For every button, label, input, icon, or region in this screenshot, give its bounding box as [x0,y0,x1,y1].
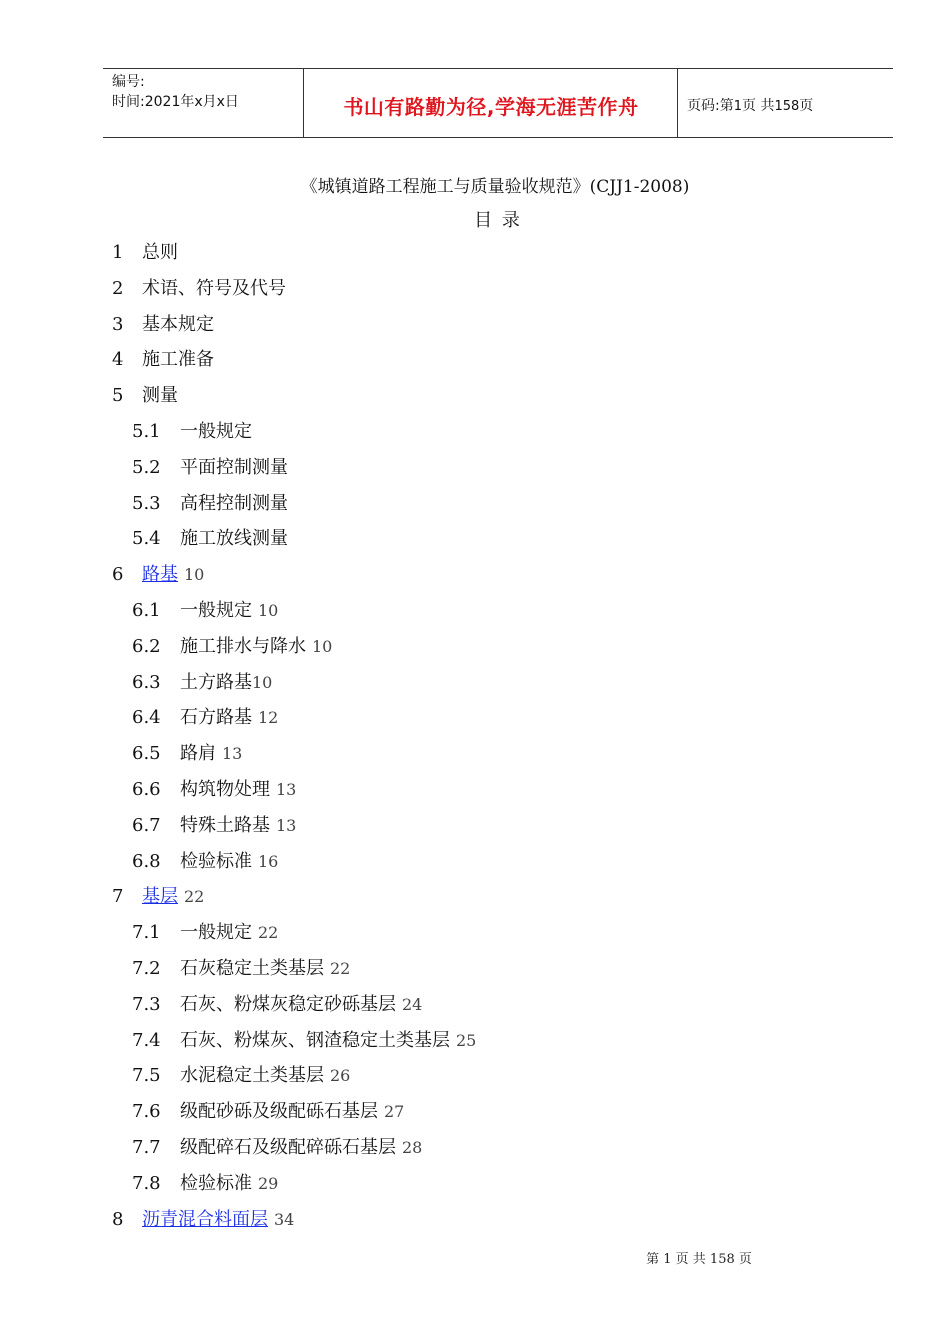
toc-entry [132,1101,404,1123]
toc-entry-title: 施工排水与降水 [180,635,306,657]
toc-entry[interactable] [112,564,204,586]
toc-entry-title: 检验标准 [180,1172,252,1194]
toc-entry-page: 22 [258,923,279,943]
toc-entry-page: 10 [184,565,205,585]
toc-entry-number: 7.8 [132,1172,161,1194]
toc-entry-number: 7.4 [132,1029,161,1051]
toc-entry-title: 石灰、粉煤灰稳定砂砾基层 [180,993,396,1015]
page-code-mid: 页 共 [742,98,775,114]
toc-entry [132,600,278,622]
toc-entry-number: 7 [112,886,124,908]
toc-entry [132,457,288,479]
toc-entry-number: 6.1 [132,600,161,621]
toc-entry-number: 7.2 [132,958,161,979]
toc-entry-title: 特殊土路基 [180,814,270,836]
toc-entry-page: 26 [330,1066,351,1086]
toc-entry-number: 4 [112,349,124,371]
toc-entry-number: 2 [112,277,124,299]
toc-entry-title: 一般规定 [180,600,252,621]
toc-entry [132,636,332,658]
toc-entry-title: 石方路基 [180,707,252,729]
toc-entry-title: 平面控制测量 [180,456,288,478]
toc-entry-link[interactable]: 沥青混合料面层 [142,1208,268,1230]
toc-entry-number: 6.5 [132,743,161,765]
toc-entry [132,707,278,729]
toc-entry-title: 施工放线测量 [180,528,288,550]
toc-entry-page: 16 [258,851,279,871]
motto-text: 书山有路勤为径,学海无涯苦作舟 [343,95,639,119]
toc-entry-title: 石灰稳定土类基层 [180,958,324,979]
toc-entry-number: 6.2 [132,635,161,657]
toc-entry-title: 术语、符号及代号 [142,277,286,299]
toc-entry [132,1030,476,1052]
toc-entry-number: 7.6 [132,1101,161,1123]
toc-entry-page: 27 [384,1102,405,1122]
page-code-prefix: 页码:第 [687,98,734,114]
page-footer: 第 1 页 共 158 页 [646,1252,752,1267]
toc-entry-page: 10 [252,672,273,692]
toc-entry-page: 34 [274,1209,295,1229]
time-label: 时间:2021年x月x日 [112,94,239,110]
toc-entry [132,1065,350,1087]
toc-entry-number: 6.7 [132,814,161,836]
toc-entry-page: 28 [402,1138,423,1157]
toc-entry [132,743,242,765]
toc-entry-title: 检验标准 [180,850,252,872]
page-code-suffix: 页 [799,98,814,114]
toc-entry-number: 5.4 [132,528,161,550]
toc-entry-page: 29 [258,1173,279,1193]
toc-entry-page: 13 [222,744,243,764]
toc-entry-title: 总则 [142,242,178,263]
toc-entry [132,958,350,980]
toc-entry [132,528,288,550]
toc-entry-page: 13 [276,780,297,799]
toc-entry-number: 1 [112,242,124,263]
toc-entry [112,278,286,300]
toc-entry [112,314,214,336]
toc-entry [132,994,422,1016]
toc-entry-title: 水泥稳定土类基层 [180,1065,324,1087]
header-motto-cell [304,69,678,137]
toc-entry-number: 8 [112,1208,124,1230]
toc-entry-link[interactable]: 路基 [142,564,178,586]
toc-entry-title: 测量 [142,385,178,407]
toc-entry [132,922,278,944]
header-info-cell [103,69,304,137]
toc-entry-title: 一般规定 [180,922,252,944]
toc-entry-number: 6 [112,564,124,586]
toc-entry-page: 10 [258,601,279,620]
toc-entry-title: 施工准备 [142,349,214,371]
toc-entry-number: 7.1 [132,922,161,944]
toc-entry-title: 基本规定 [142,313,214,335]
toc-entry-page: 22 [184,887,205,907]
toc-entry [112,242,178,264]
toc-entry-page: 25 [456,1030,477,1050]
toc-entry [112,349,214,371]
toc-entry-title: 石灰、粉煤灰、钢渣稳定土类基层 [180,1029,450,1051]
toc-entry-number: 5.3 [132,492,161,514]
toc-entry-number: 7.7 [132,1137,161,1158]
toc-entry-title: 一般规定 [180,421,252,442]
toc-entry[interactable] [112,886,204,908]
toc-entry-title: 高程控制测量 [180,492,288,514]
toc-entry [132,421,252,443]
toc-entry [132,493,288,515]
page-header [103,68,893,138]
serial-label: 编号: [112,74,145,90]
toc-entry-title: 级配砂砾及级配砾石基层 [180,1101,378,1123]
toc-entry-title: 土方路基 [180,671,252,693]
toc-entry [132,1137,422,1159]
toc-entry-page: 12 [258,708,279,728]
header-page-cell [678,69,893,137]
toc-entry-link[interactable]: 基层 [142,886,178,908]
toc-entry-page: 24 [402,994,423,1014]
toc-entry-number: 3 [112,313,124,335]
page-code-current: 1 [733,99,742,114]
toc-entry-title: 级配碎石及级配碎砾石基层 [180,1137,396,1158]
page-code [687,95,813,115]
toc-entry-number: 6.6 [132,779,161,800]
toc-entry-number: 5.1 [132,421,161,442]
toc-entry [112,385,178,407]
toc-entry-number: 6.8 [132,850,161,872]
toc-entry-number: 7.5 [132,1065,161,1087]
toc-entry-title: 路肩 [180,743,216,765]
document-title: 《城镇道路工程施工与质量验收规范》(CJJ1-2008) [300,177,690,197]
toc-entry-number: 6.4 [132,707,161,729]
toc-entry-number: 7.3 [132,993,161,1015]
toc-heading: 目 录 [474,210,522,231]
toc-entry [132,672,272,694]
toc-entry-title: 构筑物处理 [180,779,270,800]
toc-entry-page: 13 [276,815,297,835]
toc-entry [132,815,296,837]
toc-entry-page: 10 [312,636,333,656]
toc-entry [132,779,296,801]
toc-entry [132,851,278,873]
toc-entry-page: 22 [330,959,351,978]
page-code-total: 158 [774,99,800,114]
toc-entry [132,1173,278,1195]
toc-entry-number: 5 [112,385,124,407]
toc-entry-number: 6.3 [132,671,161,693]
toc-entry-number: 5.2 [132,456,161,478]
toc-entry[interactable] [112,1209,294,1231]
